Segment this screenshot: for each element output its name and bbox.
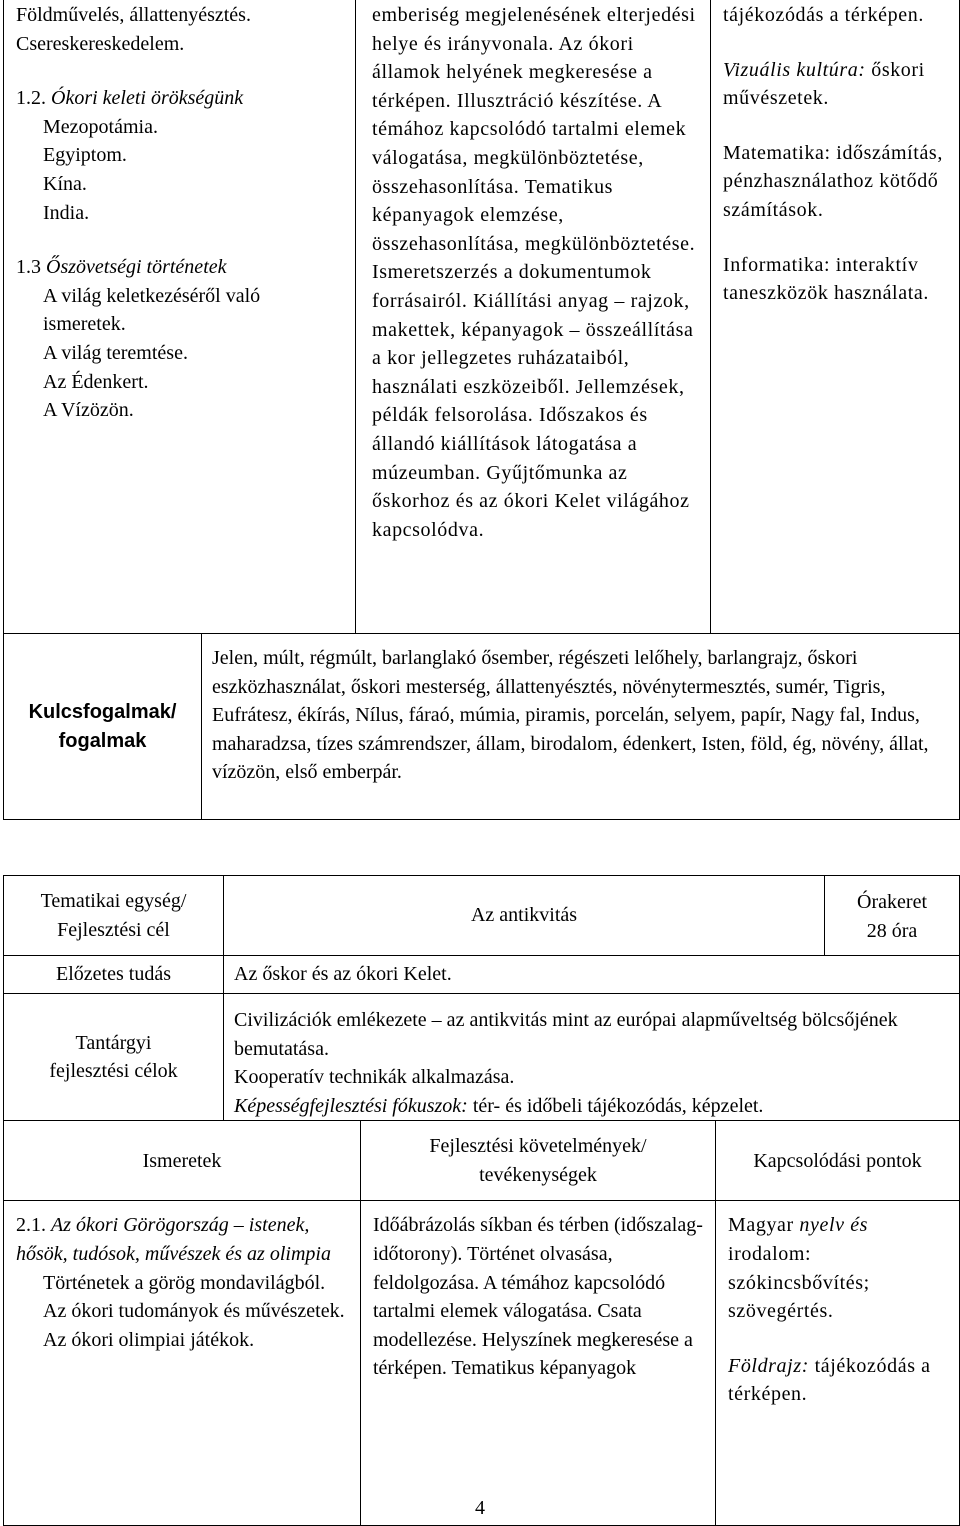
goals-label: Tantárgyi: [75, 1031, 152, 1054]
section-item: Kína.: [43, 172, 87, 195]
section-item: Az ókori olimpiai játékok.: [43, 1328, 255, 1351]
prior-label-cell: [4, 956, 224, 994]
link-magyar: [728, 1211, 953, 1240]
activities-cell-2: [361, 1201, 716, 1526]
links-cell: [716, 1201, 960, 1526]
column-heading: Ismeretek: [142, 1149, 222, 1172]
connection-intro: tájékozódás a térképen.: [723, 4, 924, 26]
page-number: 4: [475, 1497, 485, 1519]
connection-label: Magyar: [728, 1214, 800, 1237]
section-item: A Vízözön.: [43, 399, 134, 422]
section-number: 1.2.: [16, 87, 46, 110]
prior-label: Előzetes tudás: [56, 963, 171, 986]
section-1-2-heading: [16, 84, 345, 113]
unit-label: Tematikai egység/: [40, 889, 187, 912]
keywords-cell: [202, 634, 960, 820]
connection-visual: [723, 56, 953, 113]
keywords-label: fogalmak: [58, 729, 147, 752]
column-head-ismeretek: [4, 1121, 361, 1201]
activities-text: Időábrázolás síkban és térben (időszalag-időtorony). Történet olvasása, feldolgozása. A témához kapcsolódó tartalmi elemek válogatása. Csata modellezése. Helyszínek megkeresése a térképen. Tematikus képanyagok: [373, 1214, 703, 1380]
section-1-3-heading: [16, 253, 345, 282]
prior-text: Az őskor és az ókori Kelet.: [234, 963, 452, 986]
connection-label: Informatika:: [723, 253, 831, 276]
connection-label: Vizuális kultúra:: [723, 58, 866, 81]
curriculum-table-continued: [3, 0, 960, 820]
connection-text: őskori művészetek.: [723, 58, 925, 110]
unit-title: Az antikvitás: [470, 904, 578, 927]
connection-text: időszámítás, pénzhasználathoz kötődő számítások.: [723, 141, 943, 221]
connection-label: Földrajz:: [728, 1354, 809, 1377]
column-heading: tevékenységek: [479, 1163, 597, 1186]
prior-text-cell: [224, 956, 960, 994]
section-item: Történetek a görög mondavilágból.: [43, 1271, 326, 1294]
goals-focus: [234, 1092, 953, 1121]
activities-cell: [356, 0, 711, 634]
section-2-1-heading: [16, 1211, 350, 1268]
hours-value: 28 óra: [866, 919, 918, 942]
connections-cell: [711, 0, 960, 634]
hours-cell: [825, 876, 960, 956]
connection-label: Matematika:: [723, 141, 831, 164]
connection-math: [723, 139, 953, 225]
section-title: Az ókori Görögország – istenek, hősök, tudósok, művészek és az olimpia: [16, 1214, 331, 1265]
section-title: Ókori keleti örökségünk: [51, 87, 244, 110]
unit-label-cell: [4, 876, 224, 956]
knowledge-cell: [4, 0, 356, 634]
focus-label: Képességfejlesztési fókuszok:: [234, 1094, 468, 1117]
focus-text: tér- és időbeli tájékozódás, képzelet.: [467, 1094, 764, 1117]
section-title: Őszövetségi történetek: [46, 256, 227, 279]
column-heading: Fejlesztési követelmények/: [429, 1135, 647, 1158]
column-heading: Kapcsolódási pontok: [753, 1149, 922, 1172]
link-foldrajz: [728, 1352, 953, 1409]
keywords-text: Jelen, múlt, régmúlt, barlanglakó ősember, régészeti lelőhely, barlangrajz, őskori eszközhasználat, őskori mesterség, állattenyésztés, növénytermesztés, sumér, Tigris, Eufrátesz, ékírás, Nílus, fáraó, múmia, piramis, porcelán, selyem, papír, Nagy fal, Indus, maharadzsa, tízes számrendszer, állam, birodalom, édenkert, Isten, föld, ég, növény, állat, vízözön, első emberpár.: [212, 647, 929, 784]
hours-label: Órakeret: [857, 891, 927, 913]
section-item: A világ teremtése.: [43, 341, 188, 364]
column-head-fejlesztesi: [361, 1121, 716, 1201]
goals-text-cell: [224, 994, 960, 1121]
knowledge-line: Földművelés, állattenyésztés.: [16, 4, 251, 26]
connection-text: tájékozódás a térképen.: [728, 1354, 931, 1406]
connection-label: nyelv és: [799, 1214, 869, 1237]
section-number: 2.1.: [16, 1214, 46, 1237]
goals-label-cell: [4, 994, 224, 1121]
unit-title-cell: [224, 876, 825, 956]
connection-text: szókincsbővítés; szövegértés.: [728, 1271, 870, 1323]
goals-label: fejlesztési célok: [49, 1060, 178, 1083]
knowledge-line: Csereskereskedelem.: [16, 32, 185, 55]
section-2-1-cell: [4, 1201, 361, 1526]
activities-text: emberiség megjelenésének elterjedési helye és irányvonala. Az ókori államok helyének megkeresése a térképen. Illusztráció készítése. A témához kapcsolódó tartalmi elemek válogatása, megkülönböztetése, összehasonlítása. Tematikus képanyagok elemzése, összehasonlítása, megkülönböztetése. Ismeretszerzés a dokumentumok forrásairól. Kiállítási anyag – rajzok, makettek, képanyagok – összeállítása a kor jellegzetes ruházataiból, használati eszközeiből. Jellemzések, példák felsorolása. Időszakos és állandó kiállítások látogatása a múzeumban. Gyűjtőmunka az őskorhoz és az ókori Kelet világához kapcsolódva.: [372, 4, 696, 541]
connection-it: [723, 251, 953, 308]
connection-text: interaktív taneszközök használata.: [723, 253, 929, 305]
keywords-label-cell: [4, 634, 202, 820]
section-item: India.: [43, 201, 90, 224]
unit-label: Fejlesztési cél: [57, 918, 170, 941]
section-item: Mezopotámia.: [43, 115, 158, 138]
goals-line: Kooperatív technikák alkalmazása.: [234, 1066, 515, 1089]
connection-label: irodalom:: [728, 1242, 812, 1265]
section-item: Egyiptom.: [43, 144, 127, 167]
section-number: 1.3: [16, 256, 41, 279]
goals-line: Civilizációk emlékezete – az antikvitás mint az európai alapműveltség bölcsőjének bemutatása.: [234, 1009, 898, 1060]
curriculum-table-antiquity: [3, 875, 960, 1526]
section-item: Az ókori tudományok és művészetek.: [43, 1300, 345, 1323]
section-item: A világ keletkezéséről való ismeretek.: [43, 284, 261, 336]
keywords-label: Kulcsfogalmak/: [28, 700, 177, 723]
section-item: Az Édenkert.: [43, 370, 149, 393]
column-head-kapcsolodasi: [716, 1121, 960, 1201]
